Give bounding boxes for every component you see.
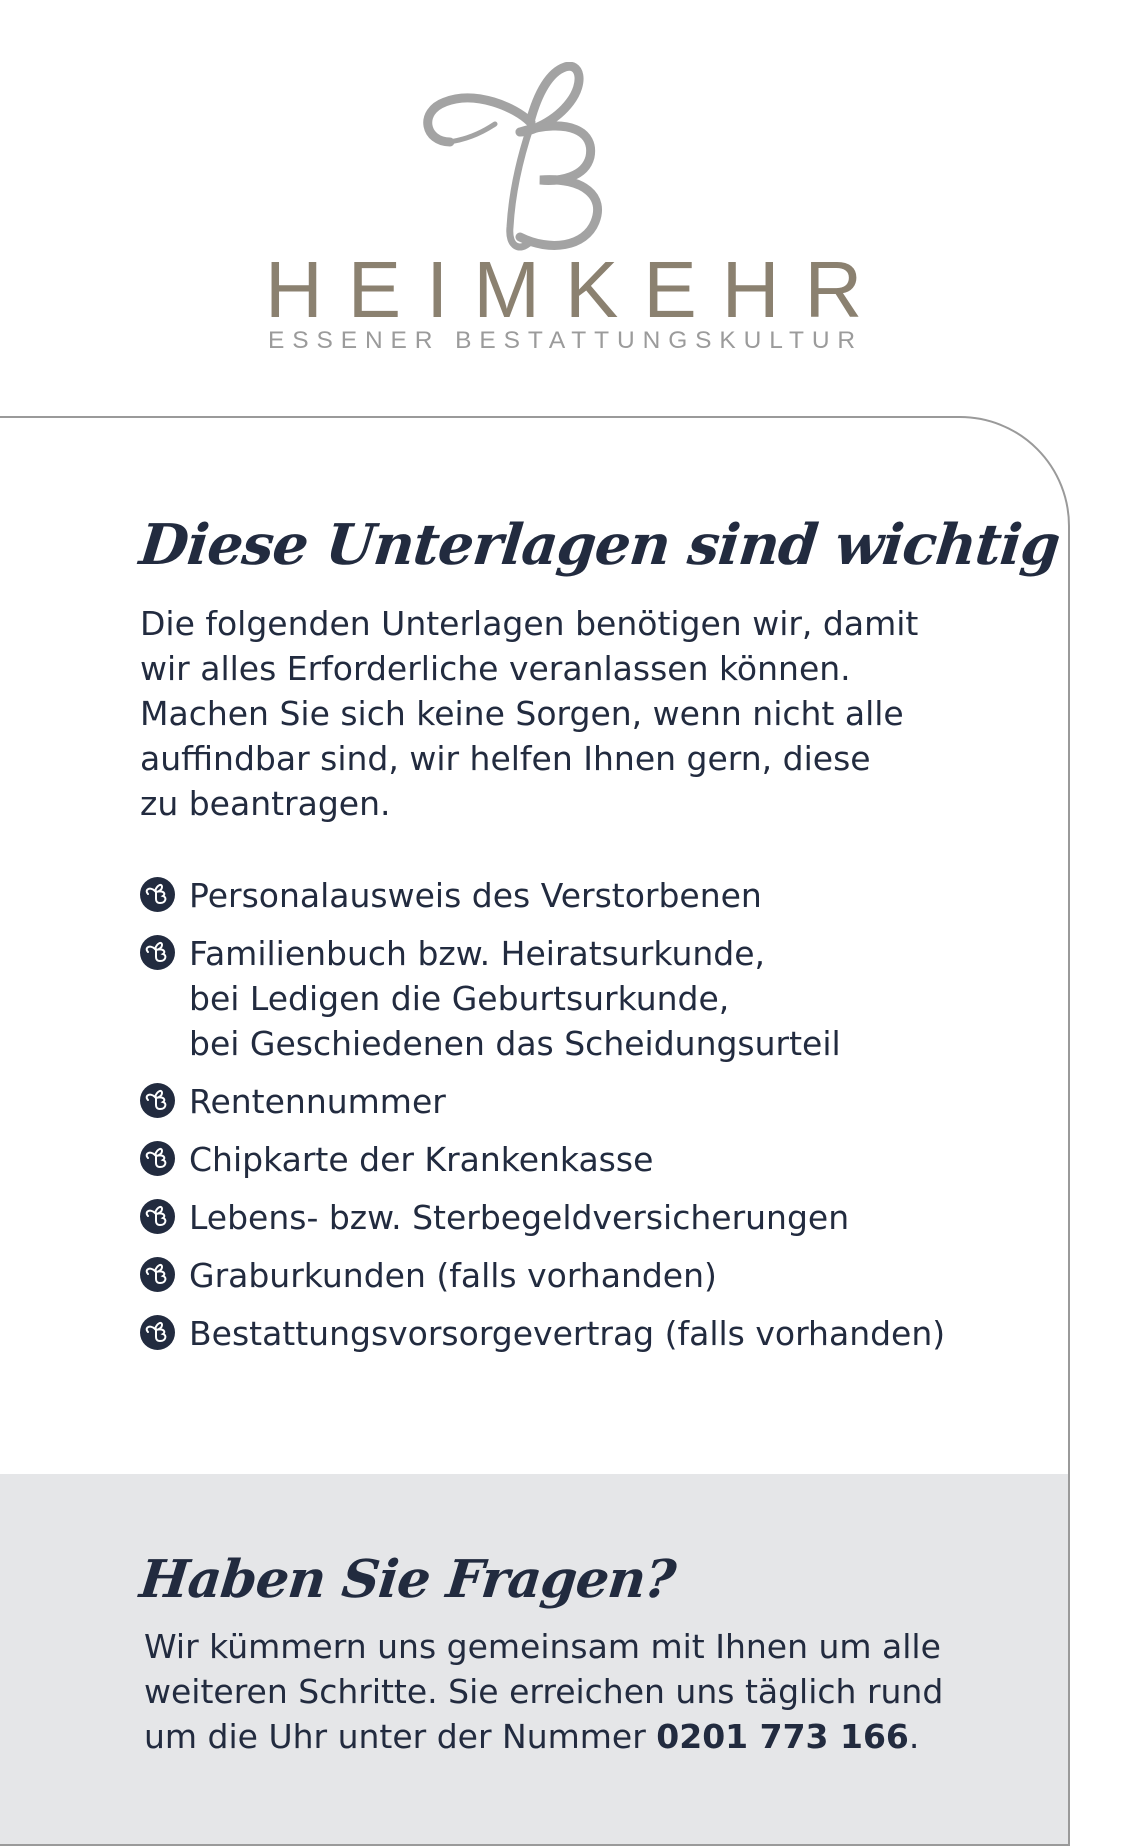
questions-text bbox=[144, 1624, 1004, 1759]
documents-intro bbox=[140, 601, 960, 826]
list-item bbox=[140, 931, 1040, 1066]
b-monogram-bullet-icon bbox=[140, 1199, 175, 1234]
intro-line: auffindbar sind, wir helfen Ihnen gern, diese bbox=[140, 739, 871, 778]
list-item bbox=[140, 873, 1040, 918]
list-item bbox=[140, 1137, 1040, 1182]
list-item-text: Lebens- bzw. Sterbegeldversicherungen bbox=[189, 1198, 850, 1237]
b-monogram-bullet-icon bbox=[140, 1257, 175, 1292]
questions-text-suffix: . bbox=[908, 1717, 920, 1756]
list-item-text: Bestattungsvorsorgevertrag (falls vorhanden) bbox=[189, 1314, 946, 1353]
brand-name: HEIMKEHR bbox=[265, 245, 888, 334]
phone-number-link[interactable]: 0201 773 166 bbox=[656, 1717, 909, 1756]
questions-heading: Haben Sie Fragen? bbox=[136, 1549, 678, 1610]
intro-line: Machen Sie sich keine Sorgen, wenn nicht alle bbox=[140, 694, 904, 733]
logo bbox=[0, 0, 1125, 360]
b-monogram-bullet-icon bbox=[140, 1315, 175, 1350]
list-item-text: Graburkunden (falls vorhanden) bbox=[189, 1256, 717, 1295]
questions-text-line bbox=[144, 1714, 1004, 1759]
questions-section bbox=[0, 1474, 1070, 1846]
list-item bbox=[140, 1195, 1040, 1240]
list-item bbox=[140, 1311, 1040, 1356]
intro-line: Die folgenden Unterlagen benötigen wir, damit bbox=[140, 604, 919, 643]
list-item-text: bei Ledigen die Geburtsurkunde, bbox=[189, 979, 730, 1018]
list-item-text: bei Geschiedenen das Scheidungsurteil bbox=[189, 1024, 841, 1063]
list-item-text: Rentennummer bbox=[189, 1082, 446, 1121]
list-item-text: Familienbuch bzw. Heiratsurkunde, bbox=[189, 934, 766, 973]
list-item-text: Chipkarte der Krankenkasse bbox=[189, 1140, 654, 1179]
script-b-monogram-icon bbox=[420, 62, 660, 252]
b-monogram-bullet-icon bbox=[140, 935, 175, 970]
b-monogram-bullet-icon bbox=[140, 1141, 175, 1176]
b-monogram-bullet-icon bbox=[140, 1083, 175, 1118]
documents-card bbox=[0, 416, 1070, 1846]
documents-heading: Diese Unterlagen sind wichtig bbox=[136, 512, 1063, 578]
brand-tagline: ESSENER BESTATTUNGSKULTUR bbox=[268, 327, 864, 354]
questions-text-prefix: um die Uhr unter der Nummer bbox=[144, 1717, 657, 1756]
b-monogram-bullet-icon bbox=[140, 877, 175, 912]
list-item bbox=[140, 1079, 1040, 1124]
list-item bbox=[140, 1253, 1040, 1298]
documents-list bbox=[140, 873, 1040, 1369]
questions-text-line: weiteren Schritte. Sie erreichen uns täglich rund bbox=[144, 1672, 944, 1711]
list-item-text: Personalausweis des Verstorbenen bbox=[189, 876, 762, 915]
intro-line: zu beantragen. bbox=[140, 784, 391, 823]
intro-line: wir alles Erforderliche veranlassen können. bbox=[140, 649, 851, 688]
questions-text-line: Wir kümmern uns gemeinsam mit Ihnen um alle bbox=[144, 1627, 941, 1666]
